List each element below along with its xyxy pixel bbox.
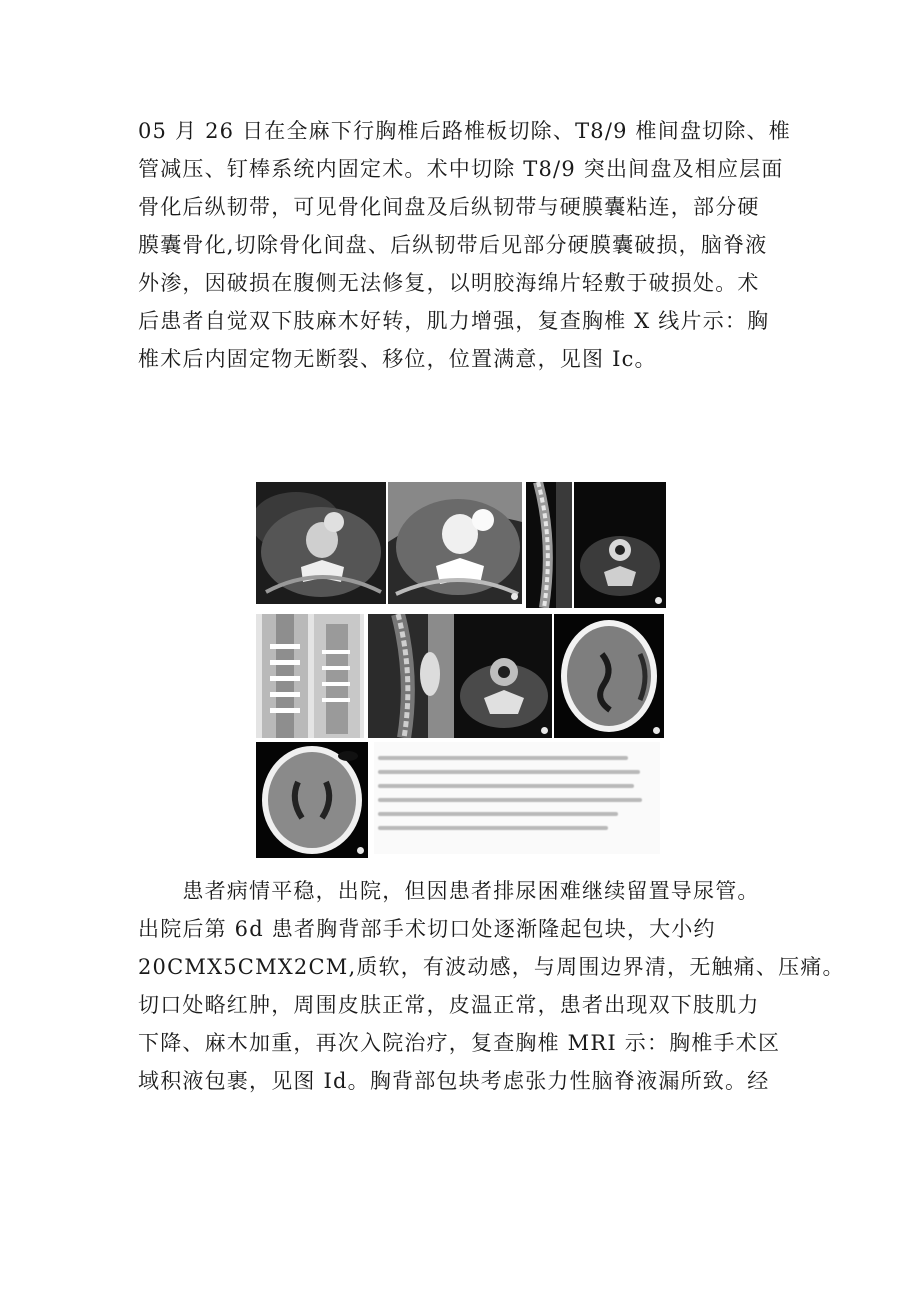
- text-line: 椎术后内固定物无断裂、移位，位置满意，见图 Ic。: [138, 347, 657, 371]
- figure-imaging-plate: [254, 480, 666, 860]
- text-line: 05 月 26 日在全麻下行胸椎后路椎板切除、T8/9 椎间盘切除、椎: [138, 119, 791, 143]
- text-line: 骨化后纵韧带，可见骨化间盘及后纵韧带与硬膜囊粘连，部分硬: [138, 195, 760, 219]
- mri-axial-postop-image: [454, 614, 552, 738]
- text-line: 膜囊骨化,切除骨化间盘、后纵韧带后见部分硬膜囊破损，脑脊液: [138, 233, 768, 257]
- text-line: 管减压、钉棒系统内固定术。术中切除 T8/9 突出间盘及相应层面: [138, 157, 784, 181]
- text-line: 患者病情平稳，出院，但因患者排尿困难继续留置导尿管。: [138, 879, 760, 903]
- paragraph-surgery: [138, 112, 808, 378]
- paragraph-discharge: [138, 872, 845, 1100]
- ct-axial-chest-image-2: [388, 482, 522, 604]
- figure-caption-blurred: [374, 742, 660, 854]
- xray-spine-image: [256, 614, 364, 738]
- text-line: 出院后第 6d 患者胸背部手术切口处逐渐隆起包块，大小约: [138, 917, 716, 941]
- text-line: 下降、麻木加重，再次入院治疗，复查胸椎 MRI 示：胸椎手术区: [138, 1031, 781, 1055]
- panel-marker-icon: [653, 727, 660, 734]
- ct-head-image-1: [554, 614, 664, 738]
- panel-marker-icon: [655, 597, 662, 604]
- panel-marker-icon: [511, 593, 518, 600]
- mri-sagittal-postop-image: [368, 614, 454, 738]
- ct-axial-chest-image-1: [256, 482, 386, 604]
- panel-marker-icon: [357, 847, 364, 854]
- mri-sagittal-spine-image: [526, 482, 572, 608]
- ct-head-image-2: [256, 742, 368, 858]
- text-line: 20CMX5CMX2CM,质软，有波动感，与周围边界清，无触痛、压痛。: [138, 955, 845, 979]
- text-line: 域积液包裹，见图 Id。胸背部包块考虑张力性脑脊液漏所致。经: [138, 1069, 770, 1093]
- text-line: 切口处略红肿，周围皮肤正常，皮温正常，患者出现双下肢肌力: [138, 993, 760, 1017]
- mri-axial-spine-image: [574, 482, 666, 608]
- panel-marker-icon: [541, 727, 548, 734]
- text-line: 外渗，因破损在腹侧无法修复，以明胶海绵片轻敷于破损处。术: [138, 271, 760, 295]
- text-line: 后患者自觉双下肢麻木好转，肌力增强，复查胸椎 X 线片示：胸: [138, 309, 770, 333]
